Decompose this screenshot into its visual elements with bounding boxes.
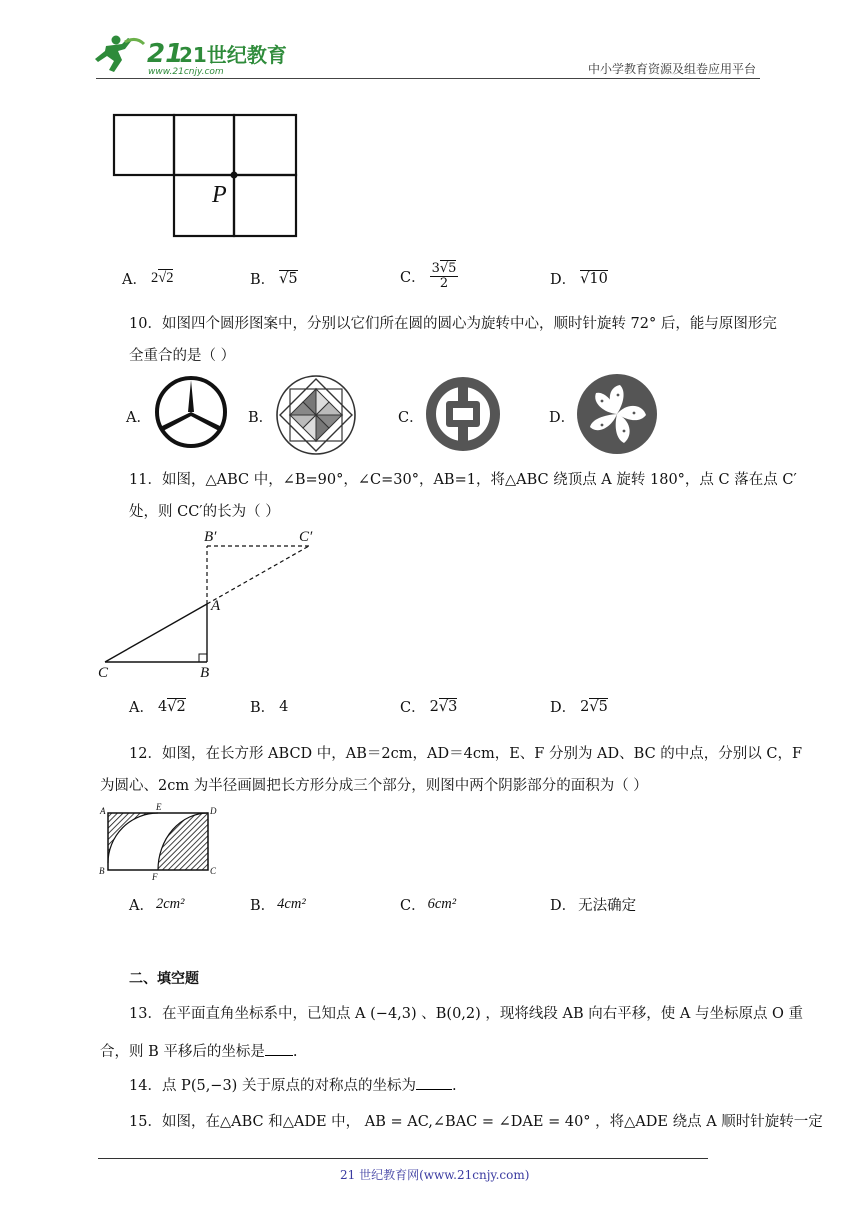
label-c: C <box>98 665 109 681</box>
q11-triangle-figure <box>94 522 334 682</box>
option-letter: A． <box>126 410 151 426</box>
q9-option-c[interactable] <box>400 262 458 291</box>
logo-url-text: www.21cnjy.com <box>148 67 224 77</box>
q12-option-b[interactable] <box>250 894 306 915</box>
option-value: 2√2 <box>150 270 174 286</box>
q12-option-d[interactable] <box>550 894 636 915</box>
label-f: F <box>152 872 158 882</box>
label-b: B <box>200 665 210 681</box>
option-letter: C． <box>400 898 426 914</box>
pinwheel-pattern-icon <box>274 373 358 457</box>
option-letter: A． <box>129 898 154 914</box>
option-value: 3√5 2 <box>431 261 457 291</box>
option-value: 6cm² <box>427 896 457 912</box>
header <box>0 0 860 80</box>
q12-line-1: 12．如图，在长方形 ABCD 中，AB＝2cm，AD＝4cm，E、F 分别为 AD、BC 的中点，分别以 C，F <box>129 746 803 762</box>
q11-line-1: 11．如图，△ABC 中，∠B=90°，∠C=30°，AB=1，将△ABC 绕顶点 A 旋转 180°，点 C 落在点 C′ <box>129 472 797 488</box>
option-letter: A． <box>129 700 154 716</box>
label-a: A <box>100 806 106 816</box>
q13-line-2-text: 合，则 B 平移后的坐标是 <box>100 1044 265 1060</box>
q10-line-2: 全重合的是（ ） <box>129 348 236 364</box>
svg-text:21: 21 <box>147 39 184 69</box>
bank-coin-logo-icon <box>424 375 502 453</box>
q11-options <box>0 692 860 722</box>
label-c: C <box>210 866 217 876</box>
option-letter: B． <box>250 898 276 914</box>
option-letter: D． <box>550 700 577 716</box>
q10-option-d[interactable] <box>549 406 575 427</box>
option-letter: A． <box>122 272 147 288</box>
answer-blank[interactable] <box>416 1077 452 1090</box>
q15-line: 15．如图，在△ABC 和△ADE 中， AB = AC,∠BAC = ∠DAE = 40° ，将△ADE 绕点 A 顺时针旋转一定 <box>129 1114 823 1130</box>
option-value: 2√5 <box>580 698 608 715</box>
footer-text: 21 世纪教育网(www.21cnjy.com) <box>340 1168 530 1182</box>
q11-option-a[interactable] <box>129 696 186 717</box>
option-letter: D． <box>550 898 577 914</box>
label-a: A <box>211 598 221 614</box>
option-letter: C． <box>400 700 426 716</box>
mercedes-emblem-icon <box>154 375 228 449</box>
q9-option-d[interactable] <box>550 268 608 289</box>
footer-rule <box>98 1158 708 1159</box>
answer-blank[interactable] <box>265 1043 293 1056</box>
q12-option-a[interactable] <box>129 894 185 915</box>
q11-line-2: 处，则 CC′的长为（ ） <box>129 504 280 520</box>
label-b: B <box>99 866 105 876</box>
label-e: E <box>156 802 162 812</box>
q14-line <box>129 1074 457 1095</box>
q9-options <box>0 262 860 292</box>
option-letter: B． <box>248 410 274 426</box>
option-value: 2cm² <box>155 896 185 912</box>
label-d: D <box>210 806 217 816</box>
bauhinia-flower-icon <box>576 373 658 455</box>
option-value: 2√3 <box>429 698 458 715</box>
logo-text: 21世纪教育 <box>179 43 287 67</box>
point-p-label: P <box>212 182 227 208</box>
option-letter: C． <box>400 270 426 286</box>
q9-option-b[interactable] <box>250 268 298 289</box>
option-letter: D． <box>549 410 576 426</box>
option-value: 4√2 <box>157 698 186 715</box>
q9-grid-figure <box>110 110 300 240</box>
option-letter: D． <box>550 272 577 288</box>
q10-options <box>0 372 860 452</box>
option-value: √10 <box>580 270 608 287</box>
q10-option-a[interactable] <box>126 406 151 427</box>
q9-option-a[interactable] <box>122 268 173 289</box>
header-right-text: 中小学教育资源及组卷应用平台 <box>587 62 756 76</box>
option-letter: B． <box>250 700 276 716</box>
q10-option-b[interactable] <box>248 406 273 427</box>
q14-end: . <box>451 1078 457 1094</box>
q13-line-2 <box>100 1040 297 1061</box>
q11-option-d[interactable] <box>550 696 608 717</box>
q12-line-2: 为圆心、2cm 为半径画圆把长方形分成三个部分，则图中两个阴影部分的面积为（ ） <box>100 778 648 794</box>
option-value: 无法确定 <box>578 898 637 914</box>
option-letter: B． <box>250 272 276 288</box>
q14-text: 14．点 P(5,−3) 关于原点的对称点的坐标为 <box>129 1078 416 1094</box>
q12-options <box>0 890 860 920</box>
q13-line-1: 13．在平面直角坐标系中，已知点 A (−4,3) 、B(0,2) ，现将线段 AB 向右平移，使 A 与坐标原点 O 重 <box>129 1006 804 1022</box>
q11-option-b[interactable] <box>250 696 288 717</box>
section-title: 二、填空题 <box>129 971 199 987</box>
option-value: 4 <box>279 698 289 715</box>
option-value: 4cm² <box>277 896 306 912</box>
q12-rectangle-figure <box>96 800 222 884</box>
q10-option-c[interactable] <box>398 406 424 427</box>
label-c-prime: C′ <box>299 529 313 545</box>
option-value: √5 <box>279 270 298 287</box>
q11-option-c[interactable] <box>400 696 457 717</box>
label-b-prime: B′ <box>204 529 217 545</box>
option-letter: C． <box>398 410 424 426</box>
header-rule <box>96 78 760 79</box>
q12-option-c[interactable] <box>400 894 456 915</box>
site-logo <box>92 32 287 78</box>
q13-line-2-end: . <box>292 1044 298 1060</box>
q10-line-1: 10．如图四个圆形图案中，分别以它们所在圆的圆心为旋转中心，顺时针旋转 72° 后，能与原图形完 <box>129 316 777 332</box>
